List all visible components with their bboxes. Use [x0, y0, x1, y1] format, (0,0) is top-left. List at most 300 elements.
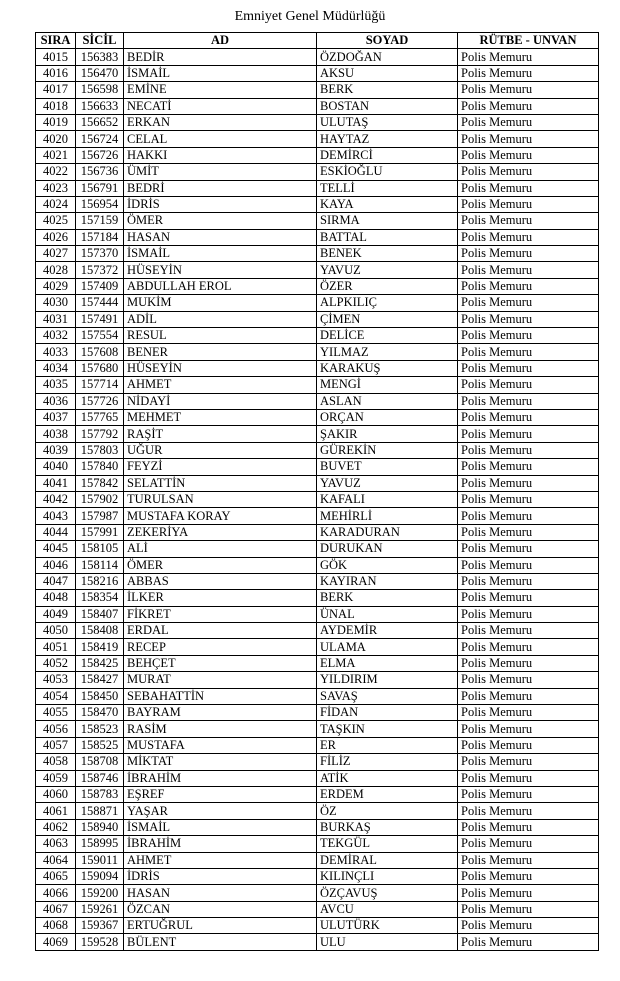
- sira-cell: 4046: [36, 557, 76, 573]
- ad-cell: HAKKI: [124, 147, 317, 163]
- rutbe-cell: Polis Memuru: [458, 590, 599, 606]
- table-row: [36, 868, 599, 884]
- sira-cell: 4044: [36, 524, 76, 540]
- sira-cell: 4036: [36, 393, 76, 409]
- sira-cell: 4060: [36, 786, 76, 802]
- table-row: [36, 836, 599, 852]
- rutbe-cell: Polis Memuru: [458, 786, 599, 802]
- sicil-cell: 157714: [76, 377, 124, 393]
- ad-cell: ZEKERİYA: [124, 524, 317, 540]
- header-rutbe-unvan: RÜTBE - UNVAN: [458, 33, 599, 49]
- sira-cell: 4033: [36, 344, 76, 360]
- sira-cell: 4051: [36, 639, 76, 655]
- sira-cell: 4065: [36, 868, 76, 884]
- rutbe-cell: Polis Memuru: [458, 918, 599, 934]
- sicil-cell: 158354: [76, 590, 124, 606]
- soyad-cell: ERDEM: [317, 786, 458, 802]
- rutbe-cell: Polis Memuru: [458, 688, 599, 704]
- rutbe-cell: Polis Memuru: [458, 442, 599, 458]
- ad-cell: SELATTİN: [124, 475, 317, 491]
- rutbe-cell: Polis Memuru: [458, 475, 599, 491]
- sira-cell: 4041: [36, 475, 76, 491]
- sira-cell: 4039: [36, 442, 76, 458]
- sira-cell: 4029: [36, 278, 76, 294]
- ad-cell: BAYRAM: [124, 705, 317, 721]
- sira-cell: 4027: [36, 246, 76, 262]
- rutbe-cell: Polis Memuru: [458, 409, 599, 425]
- rutbe-cell: Polis Memuru: [458, 852, 599, 868]
- table-row: [36, 213, 599, 229]
- sira-cell: 4016: [36, 65, 76, 81]
- table-row: [36, 377, 599, 393]
- ad-cell: CELAL: [124, 131, 317, 147]
- soyad-cell: YAVUZ: [317, 262, 458, 278]
- soyad-cell: ER: [317, 737, 458, 753]
- rutbe-cell: Polis Memuru: [458, 360, 599, 376]
- ad-cell: İSMAİL: [124, 246, 317, 262]
- page-title: Emniyet Genel Müdürlüğü: [234, 9, 386, 24]
- table-row: [36, 688, 599, 704]
- rutbe-cell: Polis Memuru: [458, 606, 599, 622]
- table-row: [36, 475, 599, 491]
- ad-cell: EMİNE: [124, 82, 317, 98]
- ad-cell: BEHÇET: [124, 655, 317, 671]
- sicil-cell: 157444: [76, 295, 124, 311]
- sicil-cell: 157902: [76, 491, 124, 507]
- table-row: [36, 606, 599, 622]
- sira-cell: 4017: [36, 82, 76, 98]
- rutbe-cell: Polis Memuru: [458, 868, 599, 884]
- ad-cell: İBRAHİM: [124, 770, 317, 786]
- sira-cell: 4031: [36, 311, 76, 327]
- table-row: [36, 803, 599, 819]
- rutbe-cell: Polis Memuru: [458, 754, 599, 770]
- soyad-cell: MENGİ: [317, 377, 458, 393]
- rutbe-cell: Polis Memuru: [458, 885, 599, 901]
- rutbe-cell: Polis Memuru: [458, 557, 599, 573]
- sira-cell: 4048: [36, 590, 76, 606]
- table-row: [36, 819, 599, 835]
- table-row: [36, 491, 599, 507]
- sicil-cell: 156726: [76, 147, 124, 163]
- table-row: [36, 360, 599, 376]
- rutbe-cell: Polis Memuru: [458, 98, 599, 114]
- sira-cell: 4055: [36, 705, 76, 721]
- ad-cell: SEBAHATTİN: [124, 688, 317, 704]
- rutbe-cell: Polis Memuru: [458, 737, 599, 753]
- soyad-cell: BUVET: [317, 459, 458, 475]
- sicil-cell: 158525: [76, 737, 124, 753]
- soyad-cell: ÖZ: [317, 803, 458, 819]
- table-row: [36, 442, 599, 458]
- sira-cell: 4052: [36, 655, 76, 671]
- rutbe-cell: Polis Memuru: [458, 623, 599, 639]
- soyad-cell: BENEK: [317, 246, 458, 262]
- soyad-cell: DEMİRAL: [317, 852, 458, 868]
- ad-cell: İDRİS: [124, 196, 317, 212]
- sicil-cell: 157409: [76, 278, 124, 294]
- sira-cell: 4064: [36, 852, 76, 868]
- sicil-cell: 158114: [76, 557, 124, 573]
- sicil-cell: 156724: [76, 131, 124, 147]
- table-row: [36, 164, 599, 180]
- rutbe-cell: Polis Memuru: [458, 836, 599, 852]
- sira-cell: 4068: [36, 918, 76, 934]
- table-row: [36, 82, 599, 98]
- ad-cell: ÖMER: [124, 557, 317, 573]
- ad-cell: HÜSEYİN: [124, 262, 317, 278]
- sira-cell: 4037: [36, 409, 76, 425]
- rutbe-cell: Polis Memuru: [458, 262, 599, 278]
- header-sicil: SİCİL: [76, 33, 124, 49]
- rutbe-cell: Polis Memuru: [458, 328, 599, 344]
- table-row: [36, 328, 599, 344]
- soyad-cell: ALPKILIÇ: [317, 295, 458, 311]
- rutbe-cell: Polis Memuru: [458, 508, 599, 524]
- sira-cell: 4040: [36, 459, 76, 475]
- soyad-cell: KARAKUŞ: [317, 360, 458, 376]
- soyad-cell: BURKAŞ: [317, 819, 458, 835]
- sira-cell: 4050: [36, 623, 76, 639]
- table-row: [36, 311, 599, 327]
- sicil-cell: 156791: [76, 180, 124, 196]
- sira-cell: 4035: [36, 377, 76, 393]
- sicil-cell: 157554: [76, 328, 124, 344]
- sicil-cell: 158523: [76, 721, 124, 737]
- ad-cell: MURAT: [124, 672, 317, 688]
- sicil-cell: 158940: [76, 819, 124, 835]
- rutbe-cell: Polis Memuru: [458, 655, 599, 671]
- sira-cell: 4015: [36, 49, 76, 65]
- sicil-cell: 159094: [76, 868, 124, 884]
- soyad-cell: DEMİRCİ: [317, 147, 458, 163]
- rutbe-cell: Polis Memuru: [458, 278, 599, 294]
- table-row: [36, 295, 599, 311]
- rutbe-cell: Polis Memuru: [458, 573, 599, 589]
- table-row: [36, 49, 599, 65]
- table-row: [36, 754, 599, 770]
- rutbe-cell: Polis Memuru: [458, 770, 599, 786]
- sicil-cell: 159367: [76, 918, 124, 934]
- rutbe-cell: Polis Memuru: [458, 803, 599, 819]
- soyad-cell: GÜREKİN: [317, 442, 458, 458]
- sicil-cell: 157159: [76, 213, 124, 229]
- sira-cell: 4057: [36, 737, 76, 753]
- rutbe-cell: Polis Memuru: [458, 901, 599, 917]
- ad-cell: İDRİS: [124, 868, 317, 884]
- sicil-cell: 157840: [76, 459, 124, 475]
- rutbe-cell: Polis Memuru: [458, 180, 599, 196]
- sira-cell: 4025: [36, 213, 76, 229]
- soyad-cell: FİDAN: [317, 705, 458, 721]
- table-row: [36, 705, 599, 721]
- header-sira: SIRA: [36, 33, 76, 49]
- soyad-cell: ULAMA: [317, 639, 458, 655]
- table-row: [36, 393, 599, 409]
- rutbe-cell: Polis Memuru: [458, 491, 599, 507]
- soyad-cell: ÖZER: [317, 278, 458, 294]
- soyad-cell: ATİK: [317, 770, 458, 786]
- sira-cell: 4020: [36, 131, 76, 147]
- rutbe-cell: Polis Memuru: [458, 196, 599, 212]
- soyad-cell: KARADURAN: [317, 524, 458, 540]
- table-row: [36, 934, 599, 950]
- table-row: [36, 508, 599, 524]
- soyad-cell: GÖK: [317, 557, 458, 573]
- table-row: [36, 278, 599, 294]
- ad-cell: İSMAİL: [124, 65, 317, 81]
- soyad-cell: HAYTAZ: [317, 131, 458, 147]
- soyad-cell: AVCU: [317, 901, 458, 917]
- sira-cell: 4045: [36, 541, 76, 557]
- ad-cell: NİDAYİ: [124, 393, 317, 409]
- soyad-cell: ESKİOĞLU: [317, 164, 458, 180]
- soyad-cell: KILINÇLI: [317, 868, 458, 884]
- table-header-row: [36, 33, 599, 49]
- table-row: [36, 655, 599, 671]
- ad-cell: ALİ: [124, 541, 317, 557]
- sira-cell: 4038: [36, 426, 76, 442]
- rutbe-cell: Polis Memuru: [458, 819, 599, 835]
- sira-cell: 4023: [36, 180, 76, 196]
- ad-cell: HASAN: [124, 885, 317, 901]
- sicil-cell: 157680: [76, 360, 124, 376]
- sicil-cell: 158407: [76, 606, 124, 622]
- ad-cell: MUSTAFA KORAY: [124, 508, 317, 524]
- ad-cell: FİKRET: [124, 606, 317, 622]
- ad-cell: İSMAİL: [124, 819, 317, 835]
- table-row: [36, 770, 599, 786]
- sira-cell: 4059: [36, 770, 76, 786]
- soyad-cell: ELMA: [317, 655, 458, 671]
- rutbe-cell: Polis Memuru: [458, 49, 599, 65]
- soyad-cell: ULUTÜRK: [317, 918, 458, 934]
- sicil-cell: 157842: [76, 475, 124, 491]
- sicil-cell: 157991: [76, 524, 124, 540]
- ad-cell: FEYZİ: [124, 459, 317, 475]
- ad-cell: ABBAS: [124, 573, 317, 589]
- table-row: [36, 918, 599, 934]
- sicil-cell: 158216: [76, 573, 124, 589]
- rutbe-cell: Polis Memuru: [458, 541, 599, 557]
- sicil-cell: 156954: [76, 196, 124, 212]
- sicil-cell: 158408: [76, 623, 124, 639]
- soyad-cell: ÇİMEN: [317, 311, 458, 327]
- sicil-cell: 158470: [76, 705, 124, 721]
- rutbe-cell: Polis Memuru: [458, 426, 599, 442]
- table-row: [36, 852, 599, 868]
- header-ad: AD: [124, 33, 317, 49]
- table-row: [36, 147, 599, 163]
- sira-cell: 4024: [36, 196, 76, 212]
- ad-cell: AHMET: [124, 852, 317, 868]
- ad-cell: ABDULLAH EROL: [124, 278, 317, 294]
- sira-cell: 4067: [36, 901, 76, 917]
- sicil-cell: 157608: [76, 344, 124, 360]
- sira-cell: 4062: [36, 819, 76, 835]
- sira-cell: 4032: [36, 328, 76, 344]
- soyad-cell: DURUKAN: [317, 541, 458, 557]
- soyad-cell: ULU: [317, 934, 458, 950]
- ad-cell: İBRAHİM: [124, 836, 317, 852]
- soyad-cell: KAFALI: [317, 491, 458, 507]
- personnel-table: [35, 32, 599, 951]
- ad-cell: BEDRİ: [124, 180, 317, 196]
- soyad-cell: ÖZDOĞAN: [317, 49, 458, 65]
- ad-cell: ERKAN: [124, 114, 317, 130]
- ad-cell: MUKİM: [124, 295, 317, 311]
- soyad-cell: ULUTAŞ: [317, 114, 458, 130]
- ad-cell: NECATİ: [124, 98, 317, 114]
- rutbe-cell: Polis Memuru: [458, 524, 599, 540]
- sicil-cell: 158105: [76, 541, 124, 557]
- header-soyad: SOYAD: [317, 33, 458, 49]
- soyad-cell: BERK: [317, 82, 458, 98]
- ad-cell: MİKTAT: [124, 754, 317, 770]
- table-row: [36, 229, 599, 245]
- sira-cell: 4054: [36, 688, 76, 704]
- rutbe-cell: Polis Memuru: [458, 377, 599, 393]
- rutbe-cell: Polis Memuru: [458, 705, 599, 721]
- soyad-cell: KAYIRAN: [317, 573, 458, 589]
- ad-cell: BÜLENT: [124, 934, 317, 950]
- sicil-cell: 157792: [76, 426, 124, 442]
- sicil-cell: 156470: [76, 65, 124, 81]
- sicil-cell: 158783: [76, 786, 124, 802]
- sicil-cell: 159261: [76, 901, 124, 917]
- rutbe-cell: Polis Memuru: [458, 114, 599, 130]
- sicil-cell: 157491: [76, 311, 124, 327]
- ad-cell: İLKER: [124, 590, 317, 606]
- ad-cell: UĞUR: [124, 442, 317, 458]
- rutbe-cell: Polis Memuru: [458, 246, 599, 262]
- ad-cell: ÖMER: [124, 213, 317, 229]
- sira-cell: 4047: [36, 573, 76, 589]
- table-row: [36, 98, 599, 114]
- sira-cell: 4022: [36, 164, 76, 180]
- table-body: [36, 49, 599, 950]
- table-row: [36, 672, 599, 688]
- ad-cell: BENER: [124, 344, 317, 360]
- sira-cell: 4049: [36, 606, 76, 622]
- soyad-cell: ORÇAN: [317, 409, 458, 425]
- ad-cell: YAŞAR: [124, 803, 317, 819]
- table-row: [36, 524, 599, 540]
- rutbe-cell: Polis Memuru: [458, 164, 599, 180]
- table-row: [36, 114, 599, 130]
- sicil-cell: 157987: [76, 508, 124, 524]
- sira-cell: 4018: [36, 98, 76, 114]
- sira-cell: 4019: [36, 114, 76, 130]
- rutbe-cell: Polis Memuru: [458, 65, 599, 81]
- sira-cell: 4026: [36, 229, 76, 245]
- ad-cell: BEDİR: [124, 49, 317, 65]
- rutbe-cell: Polis Memuru: [458, 229, 599, 245]
- sira-cell: 4069: [36, 934, 76, 950]
- soyad-cell: DELİCE: [317, 328, 458, 344]
- soyad-cell: TELLİ: [317, 180, 458, 196]
- sira-cell: 4034: [36, 360, 76, 376]
- soyad-cell: AKSU: [317, 65, 458, 81]
- ad-cell: ERDAL: [124, 623, 317, 639]
- sira-cell: 4058: [36, 754, 76, 770]
- table-row: [36, 557, 599, 573]
- table-row: [36, 196, 599, 212]
- rutbe-cell: Polis Memuru: [458, 131, 599, 147]
- ad-cell: RECEP: [124, 639, 317, 655]
- sicil-cell: 158708: [76, 754, 124, 770]
- rutbe-cell: Polis Memuru: [458, 213, 599, 229]
- soyad-cell: YILMAZ: [317, 344, 458, 360]
- soyad-cell: BERK: [317, 590, 458, 606]
- table-row: [36, 721, 599, 737]
- rutbe-cell: Polis Memuru: [458, 721, 599, 737]
- table-row: [36, 885, 599, 901]
- rutbe-cell: Polis Memuru: [458, 672, 599, 688]
- soyad-cell: YAVUZ: [317, 475, 458, 491]
- ad-cell: MUSTAFA: [124, 737, 317, 753]
- sicil-cell: 158746: [76, 770, 124, 786]
- soyad-cell: BOSTAN: [317, 98, 458, 114]
- ad-cell: RAŞİT: [124, 426, 317, 442]
- table-row: [36, 65, 599, 81]
- rutbe-cell: Polis Memuru: [458, 639, 599, 655]
- sira-cell: 4056: [36, 721, 76, 737]
- sira-cell: 4066: [36, 885, 76, 901]
- table-row: [36, 426, 599, 442]
- sicil-cell: 159011: [76, 852, 124, 868]
- rutbe-cell: Polis Memuru: [458, 393, 599, 409]
- sicil-cell: 156652: [76, 114, 124, 130]
- table-row: [36, 623, 599, 639]
- table-row: [36, 786, 599, 802]
- sicil-cell: 158425: [76, 655, 124, 671]
- table-row: [36, 737, 599, 753]
- rutbe-cell: Polis Memuru: [458, 311, 599, 327]
- soyad-cell: TEKGÜL: [317, 836, 458, 852]
- ad-cell: EŞREF: [124, 786, 317, 802]
- table-row: [36, 344, 599, 360]
- ad-cell: ÜMİT: [124, 164, 317, 180]
- sicil-cell: 156598: [76, 82, 124, 98]
- soyad-cell: KAYA: [317, 196, 458, 212]
- table-row: [36, 131, 599, 147]
- table-row: [36, 541, 599, 557]
- sicil-cell: 157726: [76, 393, 124, 409]
- ad-cell: HASAN: [124, 229, 317, 245]
- sicil-cell: 157184: [76, 229, 124, 245]
- soyad-cell: MEHİRLİ: [317, 508, 458, 524]
- sicil-cell: 158995: [76, 836, 124, 852]
- rutbe-cell: Polis Memuru: [458, 934, 599, 950]
- sicil-cell: 158427: [76, 672, 124, 688]
- soyad-cell: AYDEMİR: [317, 623, 458, 639]
- ad-cell: RASİM: [124, 721, 317, 737]
- soyad-cell: ŞAKIR: [317, 426, 458, 442]
- ad-cell: TURULSAN: [124, 491, 317, 507]
- ad-cell: ÖZCAN: [124, 901, 317, 917]
- rutbe-cell: Polis Memuru: [458, 295, 599, 311]
- soyad-cell: BATTAL: [317, 229, 458, 245]
- sira-cell: 4042: [36, 491, 76, 507]
- soyad-cell: YILDIRIM: [317, 672, 458, 688]
- ad-cell: MEHMET: [124, 409, 317, 425]
- table-row: [36, 639, 599, 655]
- table-row: [36, 459, 599, 475]
- ad-cell: RESUL: [124, 328, 317, 344]
- sira-cell: 4043: [36, 508, 76, 524]
- sira-cell: 4063: [36, 836, 76, 852]
